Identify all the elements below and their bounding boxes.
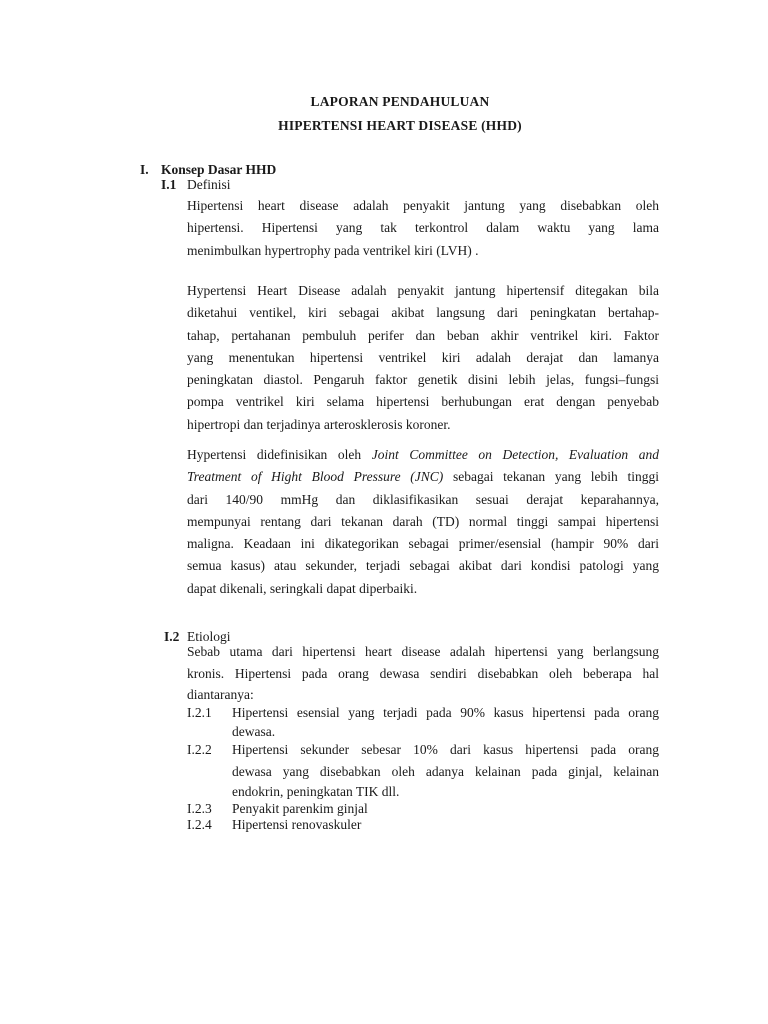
paragraph-line: Hipertensi heart disease adalah penyakit jantung yang disebabkan oleh	[187, 198, 659, 213]
paragraph-etiology	[187, 641, 659, 703]
paragraph-definition-1	[187, 195, 659, 262]
paragraph-line: Hypertensi Heart Disease adalah penyakit jantung hipertensif ditegakan bila	[187, 283, 659, 298]
list-item-number: I.2.4	[187, 817, 212, 832]
paragraph-line: menimbulkan hypertrophy pada ventrikel kiri (LVH) .	[187, 242, 479, 258]
doc-title: LAPORAN PENDAHULUAN	[310, 94, 490, 109]
paragraph-line: diantaranya:	[187, 686, 254, 702]
section-number: I.	[140, 162, 149, 177]
list-item-number: I.2.3	[187, 801, 212, 816]
subsection-number: I.2	[164, 629, 180, 644]
paragraph-line: dapat dikenali, seringkali dapat diperbaiki.	[187, 580, 418, 596]
list-item-text	[232, 817, 659, 833]
paragraph-line: tahap, pertahanan pembuluh perifer dan beban akhir ventrikel kiri. Faktor	[187, 327, 659, 343]
paragraph-text: sebagai tekanan yang lebih tinggi	[443, 469, 659, 485]
paragraph-line: dari 140/90 mmHg dan diklasifikasikan sesuai derajat keparahannya,	[187, 491, 659, 507]
subsection-heading: Etiologi	[187, 629, 231, 644]
paragraph-line	[187, 466, 659, 488]
paragraph-line: diketahui ventikel, kiri sebagai akibat langsung dari peningkatan bertahap-	[187, 305, 659, 321]
list-item-line: dewasa.	[232, 724, 276, 740]
subsection-heading: Definisi	[187, 177, 231, 192]
paragraph-definition-2	[187, 280, 659, 436]
list-item-text	[232, 702, 659, 740]
paragraph-line: yang menentukan hipertensi ventrikel kiri adalah derajat dan lamanya	[187, 349, 659, 365]
paragraph-line: hipertropi dan terjadinya arterosklerosis koroner.	[187, 416, 451, 432]
paragraph-line: pompa ventrikel kiri selama hipertensi berhubungan erat dengan penyebab	[187, 394, 659, 410]
paragraph-line: semua kasus) atau sekunder, terjadi sebagai akibat dari kondisi patologi yang	[187, 558, 659, 574]
section-heading: Konsep Dasar HHD	[161, 162, 277, 177]
list-item-text	[232, 801, 659, 817]
list-item-line: Hipertensi renovaskuler	[232, 817, 362, 832]
list-item-line: Penyakit parenkim ginjal	[232, 801, 368, 816]
paragraph-line: kronis. Hipertensi pada orang dewasa sendiri disebabkan oleh beberapa hal	[187, 666, 659, 682]
paragraph-line	[187, 444, 659, 466]
paragraph-line: Sebab utama dari hipertensi heart disease adalah hipertensi yang berlangsung	[187, 644, 659, 659]
list-item-number: I.2.1	[187, 705, 212, 720]
paragraph-line: mempunyai rentang dari tekanan darah (TD) normal tinggi sampai hipertensi	[187, 513, 659, 529]
list-item-text	[232, 739, 659, 800]
paragraph-definition-3	[187, 444, 659, 600]
list-item-line: Hipertensi sekunder sebesar 10% dari kasus hipertensi pada orang	[232, 742, 659, 757]
subsection-number: I.1	[161, 177, 177, 192]
list-item-line: endokrin, peningkatan TIK dll.	[232, 783, 400, 799]
paragraph-line: maligna. Keadaan ini dikategorikan sebagai primer/esensial (hampir 90% dari	[187, 536, 659, 552]
doc-subtitle: HIPERTENSI HEART DISEASE (HHD)	[278, 118, 522, 133]
list-item-line: Hipertensi esensial yang terjadi pada 90% kasus hipertensi pada orang	[232, 705, 659, 720]
paragraph-line: peningkatan diastol. Pengaruh faktor genetik disini lebih jelas, fungsi–fungsi	[187, 372, 659, 388]
list-item-line: dewasa yang disebabkan oleh adanya kelainan pada ginjal, kelainan	[232, 764, 659, 780]
jnc-committee-name: Treatment of Hight Blood Pressure (JNC)	[187, 469, 444, 485]
paragraph-text: Hypertensi didefinisikan oleh	[187, 447, 372, 462]
paragraph-line: hipertensi. Hipertensi yang tak terkontrol dalam waktu yang lama	[187, 220, 659, 236]
list-item-number: I.2.2	[187, 742, 212, 757]
jnc-committee-name: Joint Committee on Detection, Evaluation and	[371, 447, 659, 462]
